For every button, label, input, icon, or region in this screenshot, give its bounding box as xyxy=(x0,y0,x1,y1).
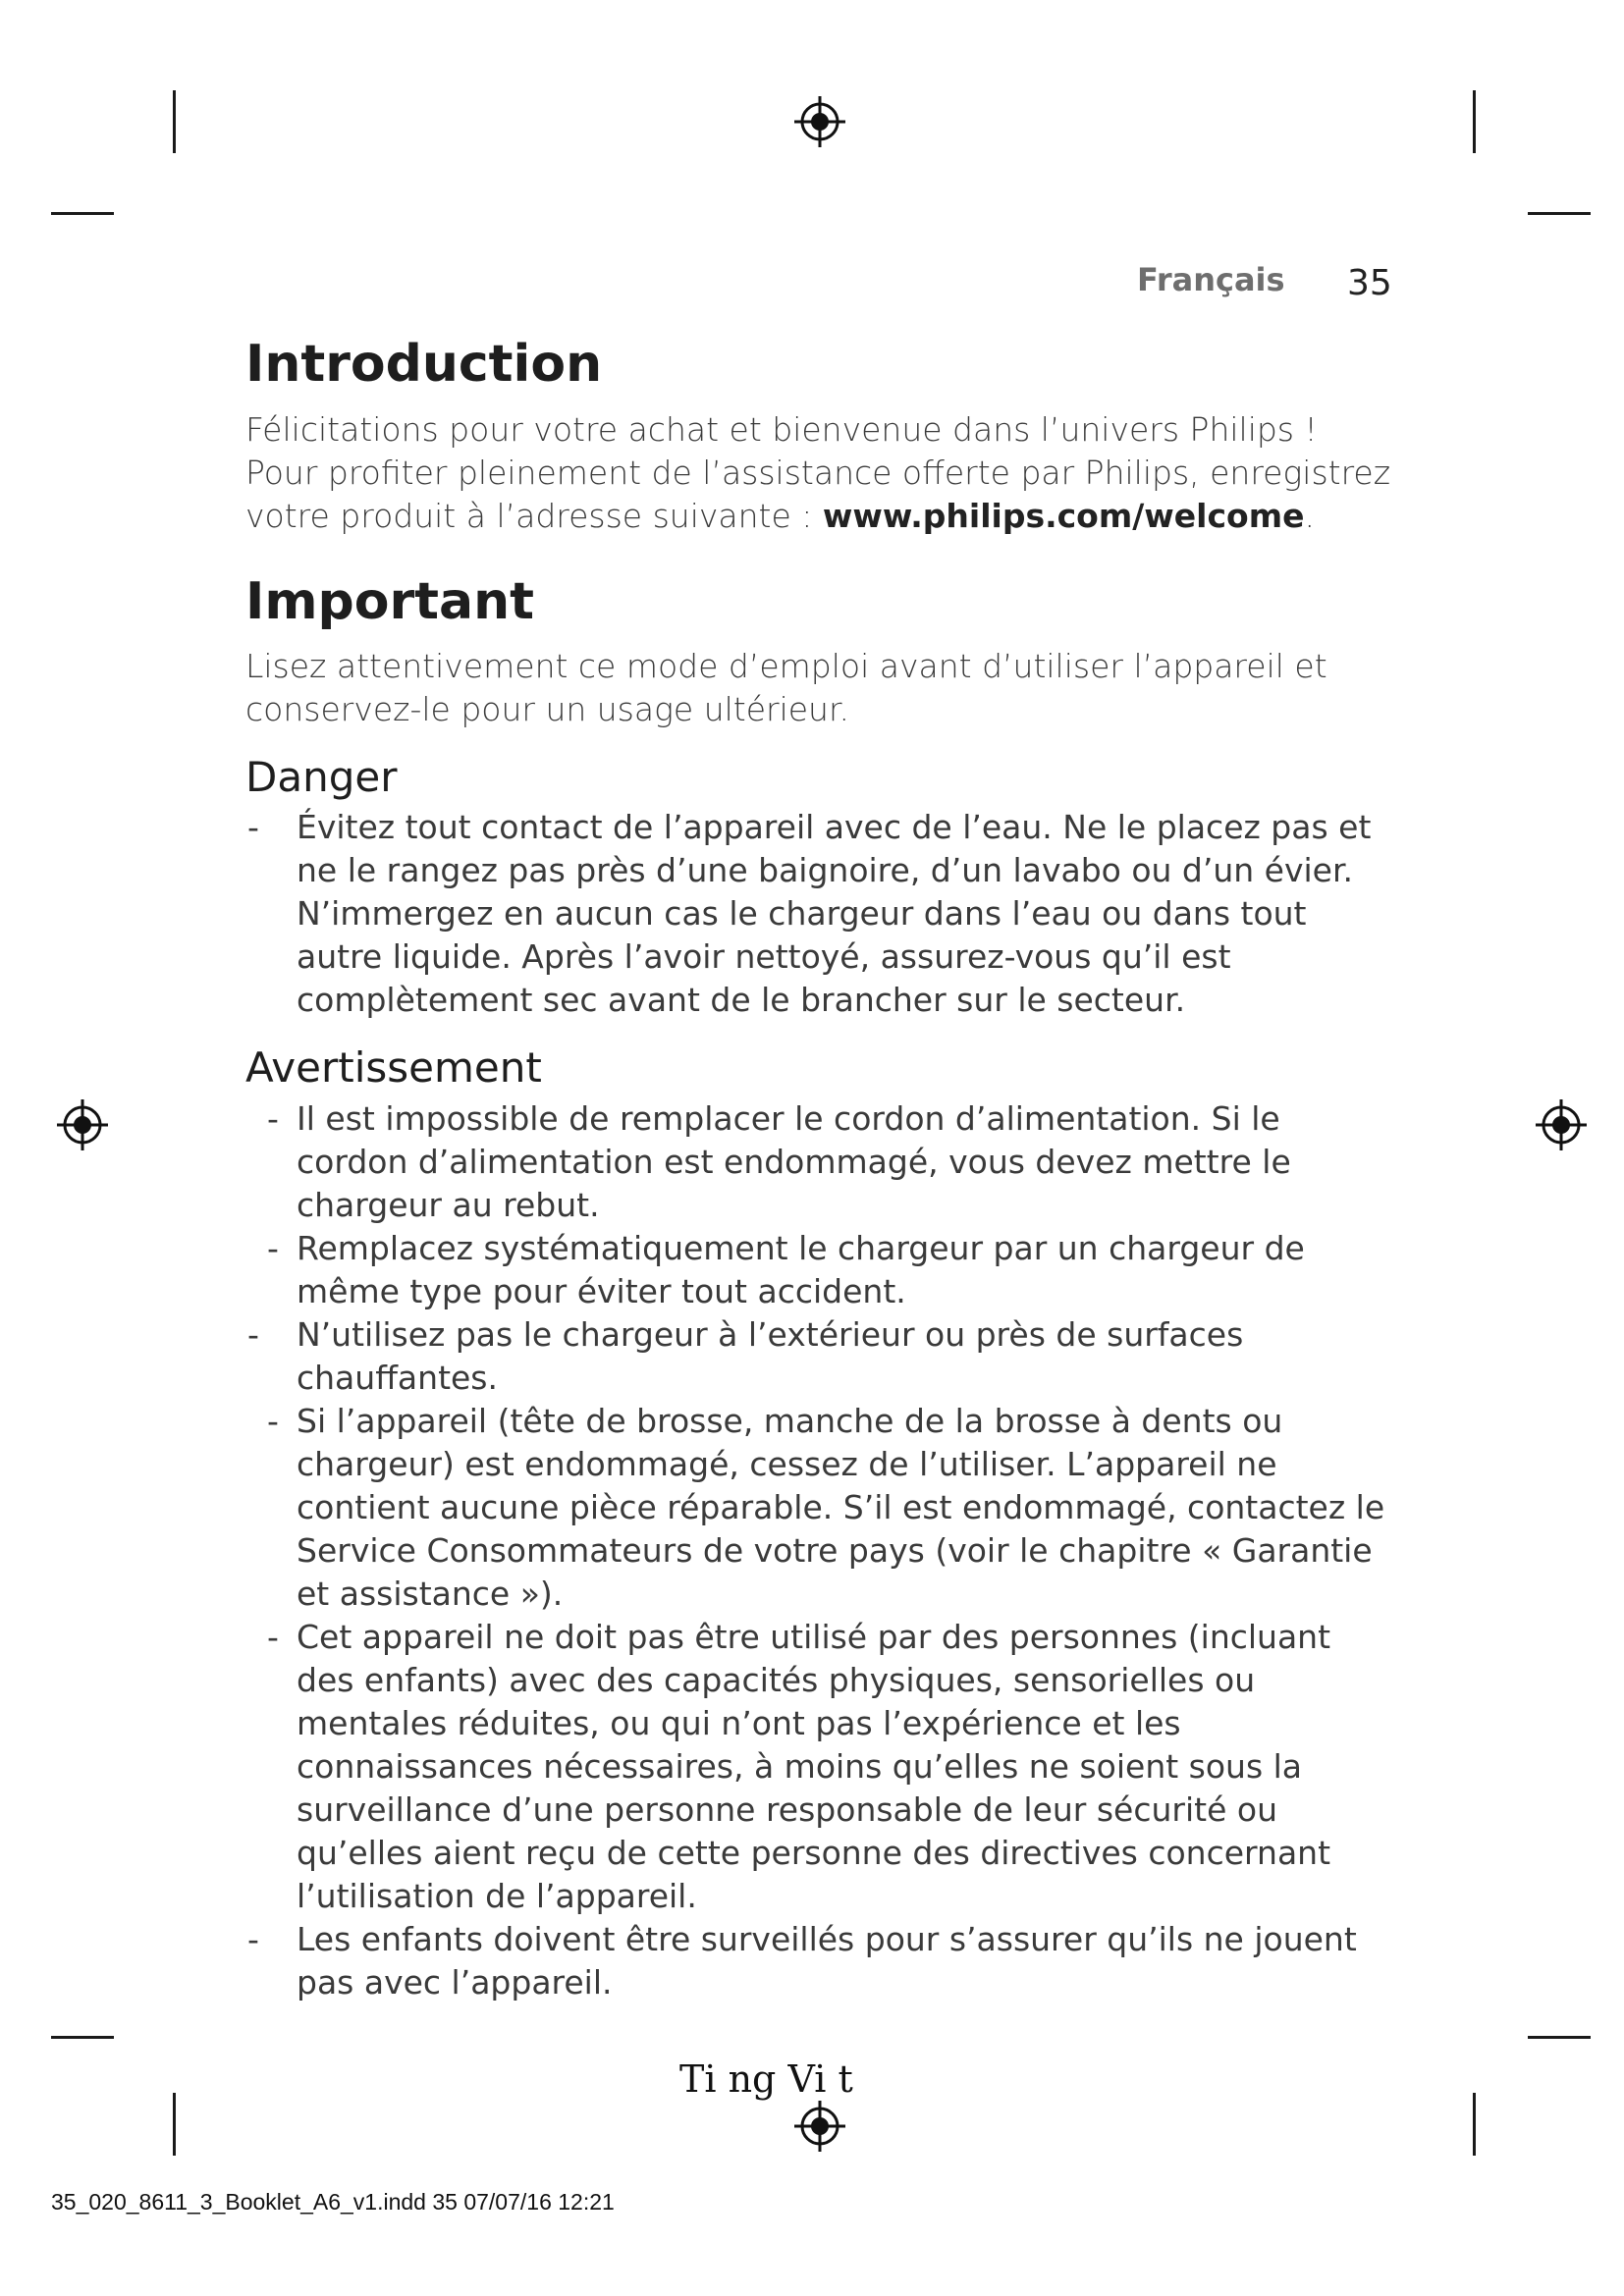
header-language: Français xyxy=(1137,261,1285,298)
introduction-text: Félicitations pour votre achat et bienvenue dans l’univers Philips ! Pour profiter pleinement de l’assistance offerte par Philips, enregistrez votre produit à l’adresse suivante : xyxy=(245,410,1391,536)
registration-mark-left-icon xyxy=(55,1097,110,1152)
crop-mark-top-left-horizontal xyxy=(51,212,114,215)
crop-mark-bottom-left-horizontal xyxy=(51,2036,114,2039)
list-dash: - xyxy=(247,808,259,847)
print-slug: 35_020_8611_3_Booklet_A6_v1.indd 35 07/07/16 12:21 xyxy=(51,2189,615,2215)
important-heading: Important xyxy=(245,572,534,632)
list-dash: - xyxy=(267,1098,279,1138)
warning-item xyxy=(245,1227,1394,1313)
registration-mark-right-icon xyxy=(1534,1097,1589,1152)
warning-item xyxy=(245,1097,1394,1227)
warning-item-text: Il est impossible de remplacer le cordon d’alimentation. Si le cordon d’alimentation est endommagé, vous devez mettre le chargeur au rebut. xyxy=(297,1098,1291,1224)
introduction-text-end: . xyxy=(1304,497,1315,536)
warning-item-text: Cet appareil ne doit pas être utilisé par des personnes (incluant des enfants) avec des capacités physiques, sensorielles ou mentales réduites, ou qui n’ont pas l’expérience et les connaissances nécessaires, à moins qu’elles ne soient sous la surveillance d’une personne responsable de leur sécurité ou qu’elles aient reçu de cette personne des directives concernant l’utilisation de l’appareil. xyxy=(297,1617,1331,1915)
crop-mark-bottom-right-horizontal xyxy=(1528,2036,1591,2039)
warning-item-text: Si l’appareil (tête de brosse, manche de la brosse à dents ou chargeur) est endommagé, cessez de l’utiliser. L’appareil ne contient aucune pièce réparable. S’il est endommagé, contactez le Service Consommateurs de votre pays (voir le chapitre « Garantie et assistance »). xyxy=(297,1401,1385,1613)
warning-item xyxy=(245,1313,1394,1400)
page-number: 35 xyxy=(1347,263,1392,303)
list-dash: - xyxy=(247,1919,259,1958)
crop-mark-top-right-vertical xyxy=(1473,90,1476,153)
page-content xyxy=(245,334,1394,2004)
warning-item-text: Remplacez systématiquement le chargeur par un chargeur de même type pour éviter tout accident. xyxy=(297,1228,1305,1310)
crop-mark-top-right-horizontal xyxy=(1528,212,1591,215)
important-paragraph: Lisez attentivement ce mode d’emploi avant d’utiliser l’appareil et conservez-le pour un usage ultérieur. xyxy=(245,646,1327,728)
warning-item-text: Les enfants doivent être surveillés pour s’assurer qu’ils ne jouent pas avec l’appareil. xyxy=(297,1919,1357,2002)
warning-item-text: N’utilisez pas le chargeur à l’extérieur ou près de surfaces chauffantes. xyxy=(297,1314,1244,1397)
bottom-running-text: Ti ng Vi t xyxy=(679,2057,853,2101)
crop-mark-top-left-vertical xyxy=(173,90,176,153)
crop-mark-bottom-left-vertical xyxy=(173,2093,176,2156)
introduction-heading: Introduction xyxy=(245,335,603,394)
warning-heading: Avertissement xyxy=(245,1043,542,1093)
danger-item xyxy=(245,806,1394,1022)
warning-item xyxy=(245,1918,1394,2004)
warning-item xyxy=(245,1400,1394,1616)
warning-list xyxy=(245,1097,1394,2004)
introduction-paragraph xyxy=(245,408,1394,538)
danger-heading: Danger xyxy=(245,752,398,801)
crop-mark-bottom-right-vertical xyxy=(1473,2093,1476,2156)
list-dash: - xyxy=(267,1617,279,1656)
welcome-link[interactable]: www.philips.com/welcome xyxy=(822,497,1305,536)
list-dash: - xyxy=(267,1228,279,1267)
list-dash: - xyxy=(267,1401,279,1440)
danger-list xyxy=(245,806,1394,1022)
warning-item xyxy=(245,1616,1394,1918)
registration-mark-top-icon xyxy=(792,94,847,149)
list-dash: - xyxy=(247,1314,259,1354)
registration-mark-bottom-icon xyxy=(792,2099,847,2154)
danger-item-text: Évitez tout contact de l’appareil avec de l’eau. Ne le placez pas et ne le rangez pas près d’une baignoire, d’un lavabo ou d’un évier. N’immergez en aucun cas le chargeur dans l’eau ou dans tout autre liquide. Après l’avoir nettoyé, assurez-vous qu’il est complètement sec avant de le brancher sur le secteur. xyxy=(297,808,1372,1020)
